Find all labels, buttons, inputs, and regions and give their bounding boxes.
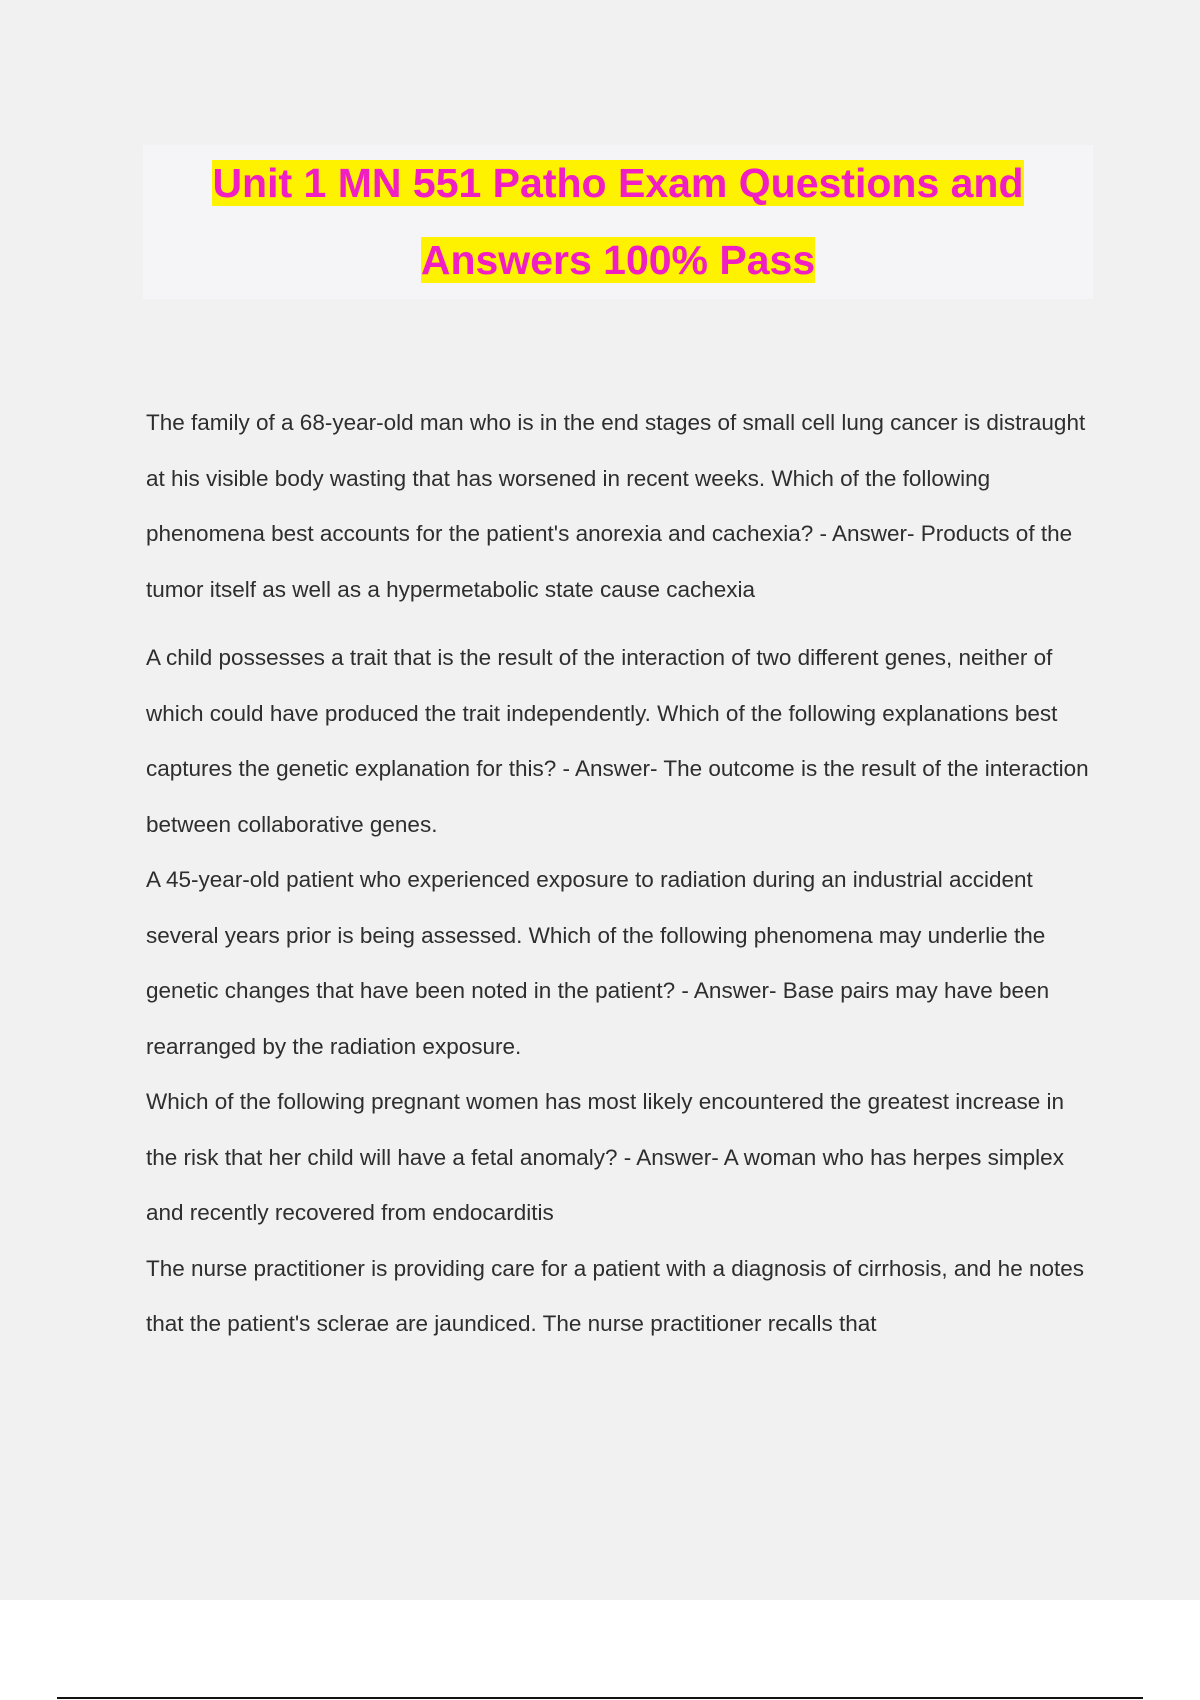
question-answer-2: A child possesses a trait that is the result of the interaction of two different genes, neither of which could have produced the trait independently. Which of the following explanations best captures the genetic explanation for this? - Answer- The outcome is the result of the interaction between collaborative genes. <box>146 645 1089 837</box>
footer-divider <box>57 1697 1143 1699</box>
question-answer-4: Which of the following pregnant women has most likely encountered the greatest increase in the risk that her child will have a fetal anomaly? - Answer- A woman who has herpes simplex and recently recovered from endocarditis <box>146 1089 1065 1225</box>
title-line-1: Unit 1 MN 551 Patho Exam Questions and <box>212 160 1024 206</box>
question-answer-5: The nurse practitioner is providing care for a patient with a diagnosis of cirrhosis, and he notes that the patient's sclerae are jaundiced. The nurse practitioner recalls that <box>146 1255 1085 1336</box>
document-title <box>143 145 1093 299</box>
title-line-2: Answers 100% Pass <box>420 237 816 283</box>
question-answer-3: A 45-year-old patient who experienced exposure to radiation during an industrial accident several years prior is being assessed. Which of the following phenomena may underlie the genetic changes that have been noted in the patient? - Answer- Base pairs may have been rearranged by the radiation exposure. <box>146 867 1050 1059</box>
title-block <box>143 145 1093 299</box>
question-answer-1: The family of a 68-year-old man who is in the end stages of small cell lung cancer is distraught at his visible body wasting that has worsened in recent weeks. Which of the following phenomena best accounts for the patient's anorexia and cachexia? - Answer- Products of the tumor itself as well as a hypermetabolic state cause cachexia <box>146 410 1086 602</box>
document-body <box>146 395 1096 1352</box>
